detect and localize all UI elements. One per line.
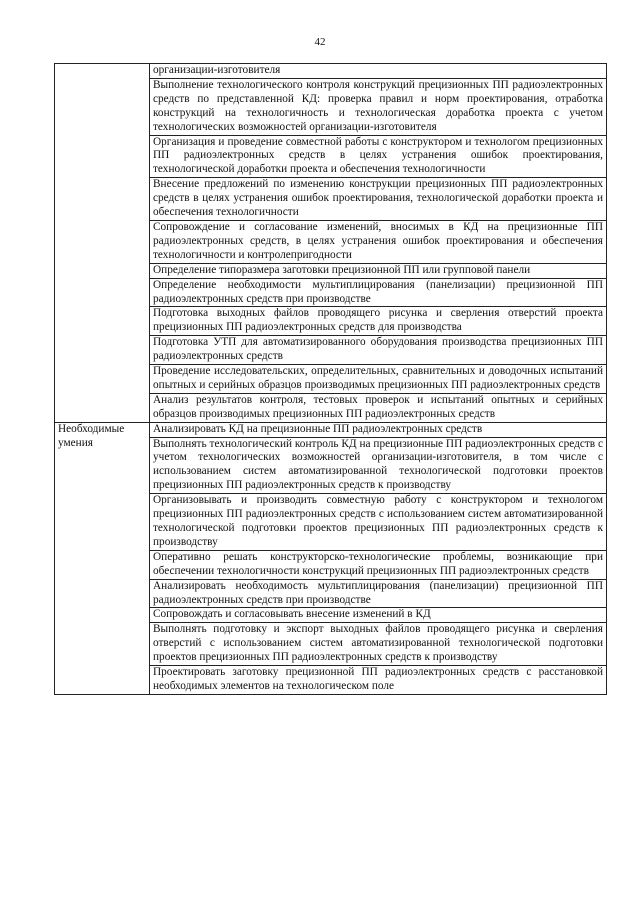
- action-text: организации-изготовителя: [153, 64, 281, 76]
- table-row: [55, 64, 607, 79]
- action-cell: [150, 336, 607, 365]
- action-cell: [150, 278, 607, 307]
- section-label-cell: [55, 422, 150, 694]
- skill-text: Анализировать КД на прецизионные ПП радиоэлектронных средств: [153, 422, 483, 435]
- skill-cell: [150, 422, 607, 437]
- action-text: Определение типоразмера заготовки прецизионной ПП или групповой панели: [153, 263, 531, 276]
- action-cell: [150, 178, 607, 221]
- action-text: Сопровождение и согласование изменений, вносимых в КД на прецизионные ПП радиоэлектронных средств, в целях устранения ошибок проектирования и обеспечения технологичности и контролепригодности: [153, 220, 603, 261]
- action-text: Подготовка УТП для автоматизированного оборудования производства прецизионных ПП радиоэлектронных средств: [153, 336, 603, 363]
- skill-text: Анализировать необходимость мультиплицирования (панелизации) прецизионной ПП радиоэлектронных средств при производстве: [153, 579, 603, 606]
- action-cell: [150, 220, 607, 263]
- skill-text: Проектировать заготовку прецизионной ПП радиоэлектронных средств с расстановкой необходимых элементов на технологическом поле: [153, 666, 603, 692]
- action-text: Анализ результатов контроля, тестовых проверок и испытаний опытных и серийных образцов производимых прецизионных ПП радиоэлектронных средств: [153, 393, 603, 420]
- table-row: [55, 422, 607, 437]
- action-cell: [150, 135, 607, 178]
- skill-text: Выполнять подготовку и экспорт выходных файлов проводящего рисунка и сверления отверстий с использованием систем автоматизированной технологической подготовки проектов прецизионных ПП радиоэлектронных средств к производству: [153, 623, 603, 664]
- action-text: Выполнение технологического контроля конструкций прецизионных ПП радиоэлектронных средств по представленной КД: проверка правил и норм проектирования, отработка конструкций на технологичность и технологическая доработка проекта с учетом технологических возможностей организации-изготовителя: [153, 78, 603, 133]
- section-label: Необходимые умения: [58, 422, 125, 449]
- skill-text: Выполнять технологический контроль КД на прецизионные ПП радиоэлектронных средств с учетом технологических возможностей организации-изготовителя, в том числе с использованием систем автоматизированной технологической подготовки проектов прецизионных ПП радиоэлектронных средств к производству: [153, 437, 603, 492]
- skill-cell: [150, 579, 607, 608]
- action-cell: [150, 64, 607, 79]
- skill-cell: [150, 437, 607, 494]
- page-number: 42: [314, 36, 326, 48]
- skill-cell: [150, 608, 607, 623]
- skill-text: Сопровождать и согласовывать внесение изменений в КД: [153, 608, 431, 621]
- action-cell: [150, 263, 607, 278]
- action-text: Организация и проведение совместной работы с конструктором и технологом прецизионных ПП радиоэлектронных средств в целях устранения ошибок проектирования, технологической доработки проекта и обеспечения технологичности: [153, 135, 603, 176]
- skill-cell: [150, 494, 607, 551]
- action-cell: [150, 307, 607, 336]
- skill-text: Оперативно решать конструкторско-технологические проблемы, возникающие при обеспечении технологичности конструкций прецизионных ПП радиоэлектронных средств: [153, 550, 603, 577]
- skill-cell: [150, 623, 607, 666]
- skill-cell: [150, 550, 607, 579]
- action-cell: [150, 78, 607, 135]
- action-cell: [150, 393, 607, 422]
- skill-cell: [150, 666, 607, 695]
- action-text: Определение необходимости мультиплицирования (панелизации) прецизионной ПП радиоэлектронных средств при производстве: [153, 278, 603, 305]
- label-cell-empty: [55, 64, 150, 423]
- action-text: Внесение предложений по изменению конструкции прецизионных ПП радиоэлектронных средств в целях устранения ошибок проектирования, технологической доработки проекта и обеспечения технологичности: [153, 178, 603, 219]
- action-cell: [150, 365, 607, 394]
- skill-text: Организовывать и производить совместную работу с конструктором и технологом прецизионных ПП радиоэлектронных средств с использованием систем автоматизированной технологической подготовки проектов прецизионных ПП радиоэлектронных средств к производству: [153, 494, 603, 548]
- action-text: Проведение исследовательских, определительных, сравнительных и доводочных испытаний опытных и серийных образцов производимых прецизионных ПП радиоэлектронных средств: [153, 365, 603, 391]
- action-text: Подготовка выходных файлов проводящего рисунка и сверления отверстий проекта прецизионных ПП радиоэлектронных средств для производства: [153, 307, 603, 334]
- requirements-table: [54, 63, 607, 695]
